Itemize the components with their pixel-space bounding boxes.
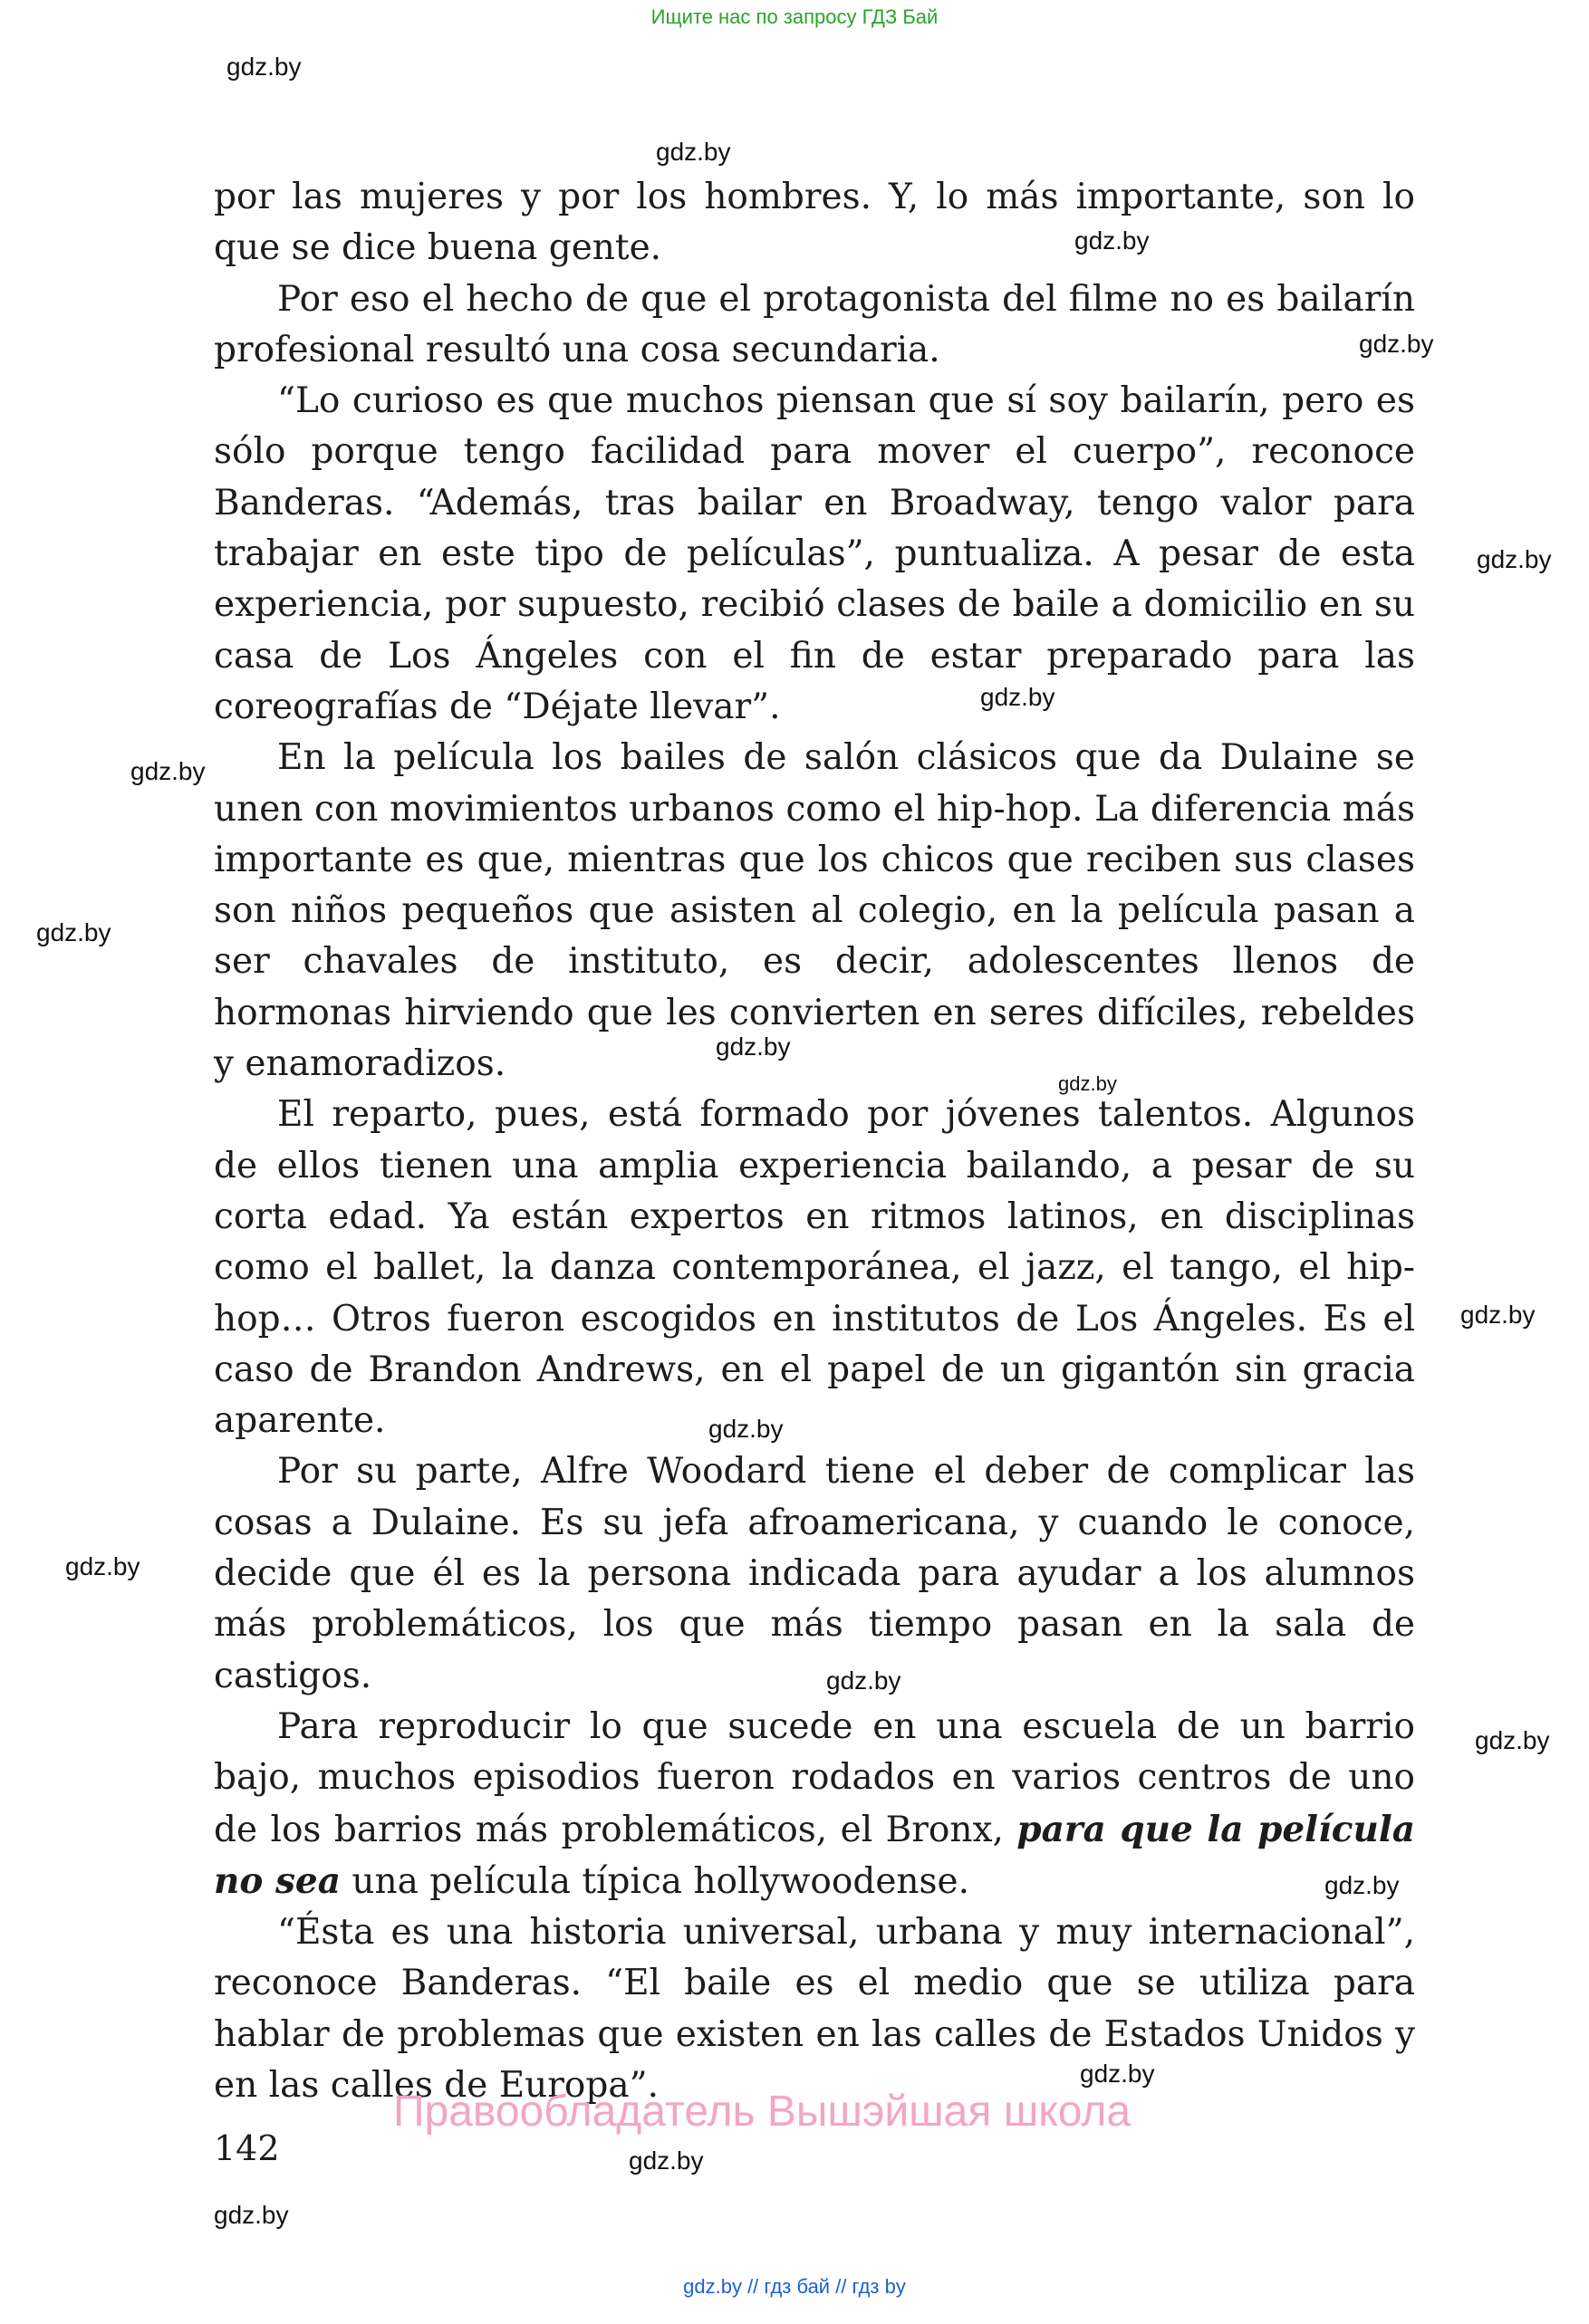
footer-links[interactable]: gdz.by // гдз бай // гдз by bbox=[683, 2275, 906, 2298]
watermark: gdz.by bbox=[716, 1032, 791, 1061]
watermark: gdz.by bbox=[214, 2201, 289, 2229]
paragraph: “Lo curioso es que muchos piensan que sí soy bailarín, pero es sólo porque tengo facilidad para mover el cuerpo”, reconoce Banderas. “Además, tras bailar en Broadway, tengo valor para trabajar en este tipo de películas”, puntualiza. A pesar de esta experiencia, por supuesto, recibió clases de baile a domicilio en su casa de Los Ángeles con el fin de estar preparado para las coreografías de “Déjate llevar”. bbox=[214, 380, 1415, 727]
watermark: gdz.by bbox=[656, 138, 731, 166]
article-body bbox=[214, 172, 1415, 2111]
watermark: gdz.by bbox=[826, 1666, 901, 1695]
emphasized-phrase: para que la película no sea bbox=[214, 1808, 1415, 1902]
paragraph: Por eso el hecho de que el protagonista del filme no es bailarín profesional resultó una cosa secundaria. bbox=[214, 278, 1415, 370]
watermark: gdz.by bbox=[1058, 1072, 1117, 1095]
page-number: 142 bbox=[214, 2128, 280, 2168]
watermark: gdz.by bbox=[629, 2146, 704, 2175]
watermark: gdz.by bbox=[1080, 2060, 1155, 2088]
watermark: gdz.by bbox=[708, 1415, 784, 1443]
paragraph: por las mujeres y por los hombres. Y, lo más importante, son lo que se dice buena gente. bbox=[214, 177, 1415, 269]
top-banner[interactable]: Ищите нас по запросу ГДЗ Бай bbox=[650, 5, 939, 28]
watermark: gdz.by bbox=[130, 757, 206, 785]
watermark: gdz.by bbox=[1359, 330, 1434, 358]
paragraph: En la película los bailes de salón clásicos que da Dulaine se unen con movimientos urbanos como el hip-hop. La diferencia más importante es que, mientras que los chicos que reciben sus clases son niños pequeños que asisten al colegio, en la película pasan a ser chavales de instituto, es decir, adolescentes llenos de hormonas hirviendo que les convierten en seres difíciles, rebeldes y enamoradizos. bbox=[214, 737, 1415, 1085]
rights-holder-notice: Правообладатель Вышэйшая школа bbox=[393, 2088, 1132, 2136]
watermark: gdz.by bbox=[1074, 226, 1150, 254]
watermark: gdz.by bbox=[1477, 545, 1552, 573]
watermark: gdz.by bbox=[65, 1552, 140, 1580]
watermark: gdz.by bbox=[36, 918, 111, 946]
watermark: gdz.by bbox=[226, 53, 302, 81]
paragraph-text: Para reproducir lo que sucede en una escuela de un barrio bajo, muchos episodios fueron rodados en varios centros de uno de los barrios más problemáticos, el Bronx, bbox=[214, 1705, 1415, 1850]
watermark: gdz.by bbox=[1460, 1301, 1536, 1329]
paragraph: El reparto, pues, está formado por jóvenes talentos. Algunos de ellos tienen una amplia experiencia bailando, a pesar de su corta edad. Ya están expertos en ritmos latinos, en disciplinas como el ballet, la danza contemporánea, el jazz, el tango, el hip-hop… Otros fueron escogidos en institutos de Los Ángeles. Es el caso de Brandon Andrews, en el papel de un gigantón sin gracia aparente. bbox=[214, 1094, 1415, 1442]
watermark: gdz.by bbox=[980, 683, 1055, 711]
paragraph: Por su parte, Alfre Woodard tiene el deber de complicar las cosas a Dulaine. Es su jefa afroamericana, y cuando le conoce, decide que él es la persona indicada para ayudar a los alumnos más problemáticos, los que más tiempo pasan en la sala de castigos. bbox=[214, 1451, 1415, 1696]
watermark: gdz.by bbox=[1475, 1726, 1550, 1754]
watermark: gdz.by bbox=[1324, 1871, 1400, 1899]
paragraph-text: una película típica hollywoodense. bbox=[352, 1860, 970, 1902]
paragraph: “Ésta es una historia universal, urbana y muy internacional”, reconoce Banderas. “El baile es el medio que se utiliza para hablar de problemas que existen en las calles de Estados Unidos y en las calles de Europa”. bbox=[214, 1912, 1415, 2106]
paragraph-with-emphasis bbox=[214, 1702, 1415, 1907]
